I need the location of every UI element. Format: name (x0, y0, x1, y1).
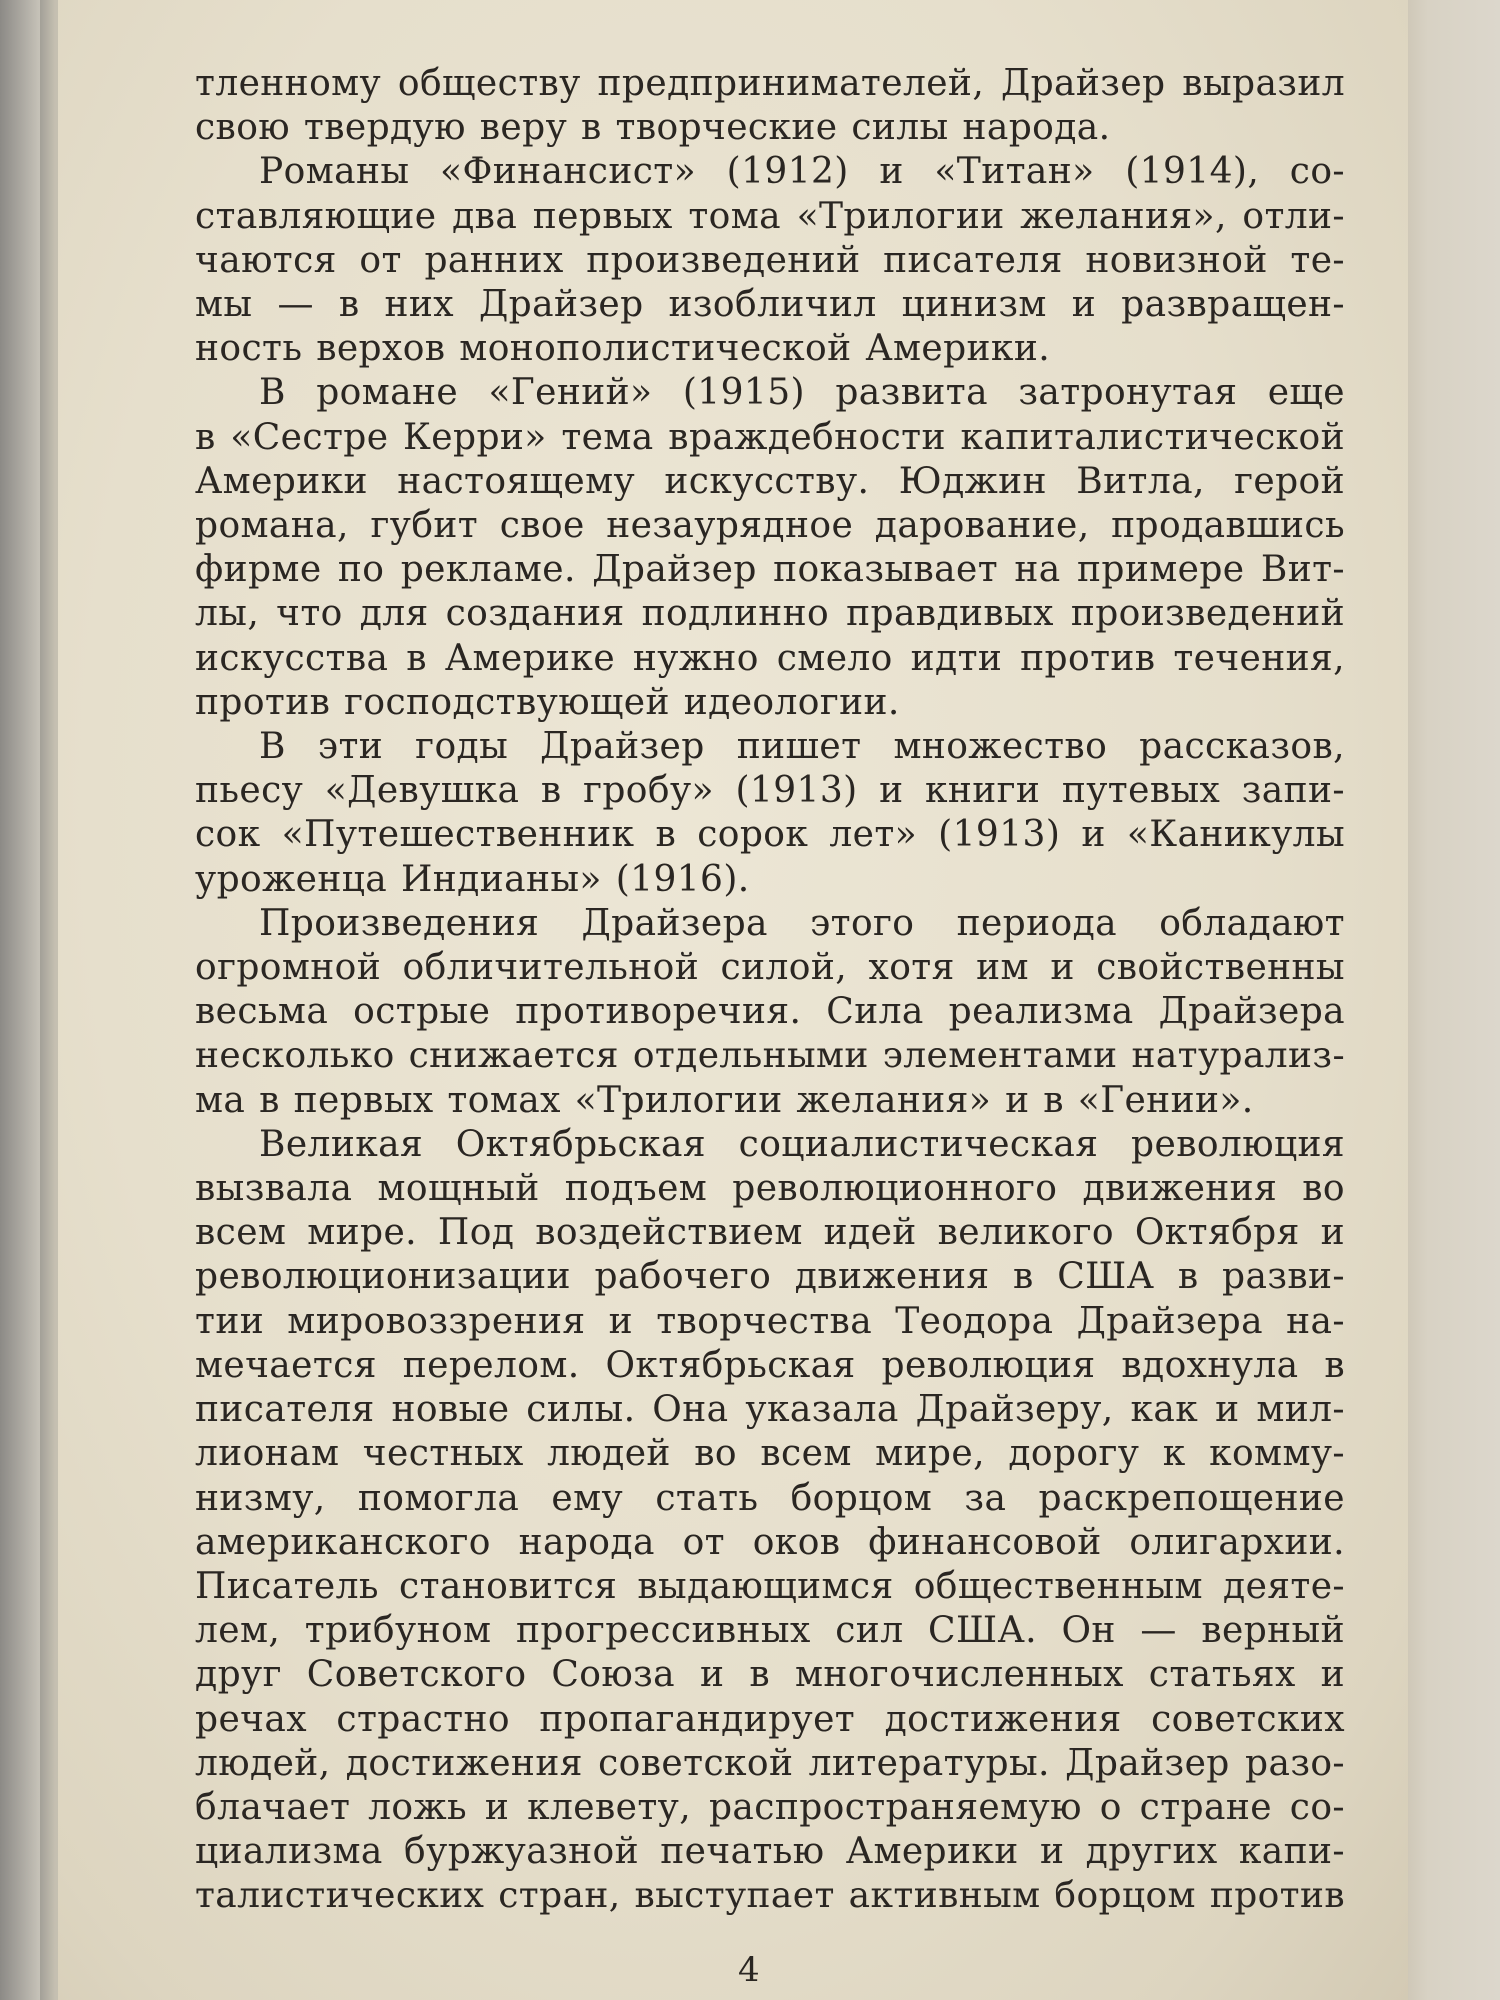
text-line: революционизации рабочего движения в США в разви- (195, 1256, 1345, 1298)
text-line: речах страстно пропагандирует достижения советских (195, 1698, 1345, 1740)
text-line: всем мире. Под воздействием идей великого Октября и (195, 1212, 1345, 1254)
text-line: мы — в них Драйзер изобличил цинизм и развращен- (195, 284, 1345, 326)
text-line: американского народа от оков финансовой олигархии. (195, 1521, 1345, 1563)
text-line: огромной обличительной силой, хотя им и свойственны (195, 947, 1345, 989)
text-line: блачает ложь и клевету, распространяемую о стране со- (195, 1786, 1345, 1828)
text-line: в «Сестре Керри» тема враждебности капиталистической (195, 416, 1345, 458)
page-edge (1408, 0, 1500, 2000)
text-line: вызвала мощный подъем революционного движения во (195, 1168, 1345, 1210)
page-number: 4 (738, 1950, 760, 1990)
text-line: чаются от ранних произведений писателя новизной те- (195, 239, 1345, 281)
text-line: В романе «Гений» (1915) развита затронутая еще (259, 372, 1345, 414)
text-line: Америки настоящему искусству. Юджин Витла, герой (195, 460, 1345, 502)
text-line: уроженца Индианы» (1916). (195, 858, 750, 900)
text-line: мечается перелом. Октябрьская революция вдохнула в (195, 1344, 1345, 1386)
text-line: сок «Путешественник в сорок лет» (1913) и «Каникулы (195, 814, 1345, 856)
text-line: фирме по рекламе. Драйзер показывает на примере Вит- (195, 549, 1345, 591)
text-line: лы, что для создания подлинно правдивых произведений (195, 593, 1345, 635)
text-line: Романы «Финансист» (1912) и «Титан» (1914), со- (259, 151, 1345, 193)
text-line: романа, губит свое незаурядное дарование, продавшись (195, 505, 1345, 547)
text-line: циализма буржуазной печатью Америки и других капи- (195, 1831, 1345, 1873)
text-line: весьма острые противоречия. Сила реализма Драйзера (195, 991, 1345, 1033)
text-line: против господствующей идеологии. (195, 681, 900, 723)
text-line: Произведения Драйзера этого периода обладают (259, 902, 1345, 944)
text-line: лионам честных людей во всем мире, дорогу к комму- (195, 1433, 1345, 1475)
text-line: В эти годы Драйзер пишет множество рассказов, (259, 726, 1345, 768)
text-line: ма в первых томах «Трилогии желания» и в «Гении». (195, 1079, 1254, 1121)
text-line: талистических стран, выступает активным борцом против (195, 1875, 1345, 1917)
text-line: писателя новые силы. Она указала Драйзеру, как и мил- (195, 1389, 1345, 1431)
text-line: тии мировоззрения и творчества Теодора Драйзера на- (195, 1300, 1345, 1342)
text-line: людей, достижения советской литературы. Драйзер разо- (195, 1742, 1345, 1784)
text-line: свою твердую веру в творческие силы народа. (195, 107, 1111, 149)
text-line: несколько снижается отдельными элементами натурализ- (195, 1035, 1345, 1077)
text-line: Великая Октябрьская социалистическая революция (259, 1123, 1345, 1165)
text-line: тленному обществу предпринимателей, Драйзер выразил (195, 63, 1345, 104)
text-line: лем, трибуном прогрессивных сил США. Он — верный (195, 1610, 1345, 1652)
text-line: ставляющие два первых тома «Трилогии желания», отли- (195, 195, 1345, 237)
page-body-text (195, 62, 1345, 1919)
text-line: друг Советского Союза и в многочисленных статьях и (195, 1654, 1345, 1696)
text-line: пьесу «Девушка в гробу» (1913) и книги путевых запи- (195, 770, 1345, 812)
text-line: низму, помогла ему стать борцом за раскрепощение (195, 1477, 1345, 1519)
text-line: искусства в Америке нужно смело идти против течения, (195, 637, 1345, 679)
text-line: ность верхов монополистической Америки. (195, 328, 1051, 370)
text-line: Писатель становится выдающимся общественным деяте- (195, 1565, 1345, 1607)
